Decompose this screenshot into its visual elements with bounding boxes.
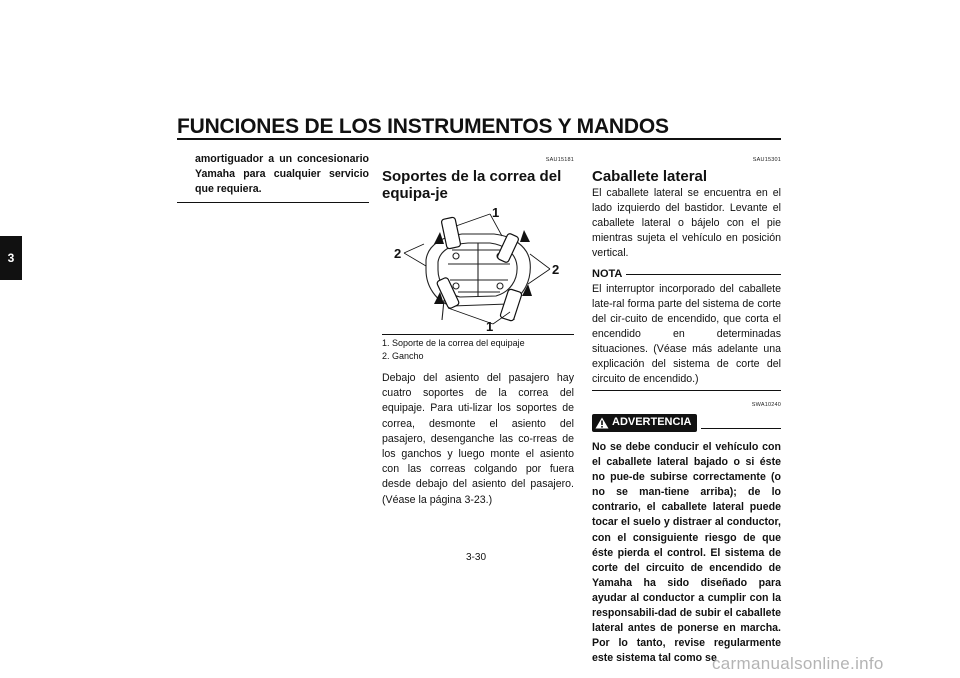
warning-header xyxy=(592,414,781,432)
callout-1-bottom: 1 xyxy=(486,319,494,332)
warning-continuation-text: amortiguador a un concesionario Yamaha para cualquier servicio que requiera. xyxy=(195,153,369,195)
warning-end-rule xyxy=(177,202,369,203)
section-tab: 3 xyxy=(0,236,22,280)
callout-2-left: 2 xyxy=(394,246,402,261)
column-middle xyxy=(382,153,574,508)
nota-rule xyxy=(626,274,781,275)
caption-2: 2. Gancho xyxy=(382,351,424,361)
warning-text: No se debe conducir el vehículo con el caballete lateral bajado o si éste no pue-de subirse correctamente (o no se man-tiene arriba); de lo contrario, el caballete lateral puede tocar el suelo y distraer al conductor, con el consiguiente riesgo de que éste pierda el control. El sistema de corte del circuito de encendido de Yamaha ha sido diseñado para ayudar al conductor a cumplir con la responsabili-dad de subir el caballete lateral antes de ponerse en marcha. Por lo tanto, revise regularmente este sistema tal como se xyxy=(592,441,781,665)
page-header-title: FUNCIONES DE LOS INSTRUMENTOS Y MANDOS xyxy=(177,115,669,138)
column-left xyxy=(195,152,369,203)
section-body-2: El caballete lateral se encuentra en el lado izquierdo del bastidor. Levante el caballete lateral o bájelo con el pie mientras sujeta el vehículo en posición vertical. xyxy=(592,187,781,259)
warning-badge xyxy=(592,414,697,432)
warning-rule xyxy=(701,428,781,429)
nota-end-rule xyxy=(592,390,781,391)
section-code: SAU15181 xyxy=(545,157,574,163)
section-body: Debajo del asiento del pasajero hay cuatro soportes de la correa del equipaje. Para uti-lizar los soportes de correa, desmonte el asiento del pasajero, desenganche las co-rreas de los ganchos y luego monte el asiento con las correas colgando por fuera desde debajo del asiento del pasajero. (Véase la página 3-23.) xyxy=(382,372,574,506)
warning-triangle-icon xyxy=(595,417,609,429)
column-right xyxy=(592,153,781,666)
figure-rule xyxy=(382,334,574,335)
page-number: 3-30 xyxy=(466,552,487,563)
watermark: carmanualsonline.info xyxy=(712,654,884,673)
section-heading: Soportes de la correa del equipa-je xyxy=(382,168,562,202)
warning-label: ADVERTENCIA xyxy=(612,416,692,428)
callout-2-right: 2 xyxy=(552,262,560,277)
nota-text: El interruptor incorporado del caballete late-ral forma parte del sistema de corte del cir-cuito de encendido, que corta el encendido en determinadas situaciones. (Véase más adelante una explicación del sistema de corte del circuito de encendido.) xyxy=(592,283,781,385)
section-heading-2: Caballete lateral xyxy=(592,168,708,185)
caption-1: 1. Soporte de la correa del equipaje xyxy=(382,338,525,348)
header-rule xyxy=(177,138,781,140)
section-code-2: SAU15301 xyxy=(752,157,781,163)
warning-code: SWA10240 xyxy=(751,402,781,408)
nota-header xyxy=(592,267,781,282)
luggage-strap-figure xyxy=(382,204,574,332)
nota-label: NOTA xyxy=(592,268,623,280)
callout-1-top: 1 xyxy=(492,205,500,220)
